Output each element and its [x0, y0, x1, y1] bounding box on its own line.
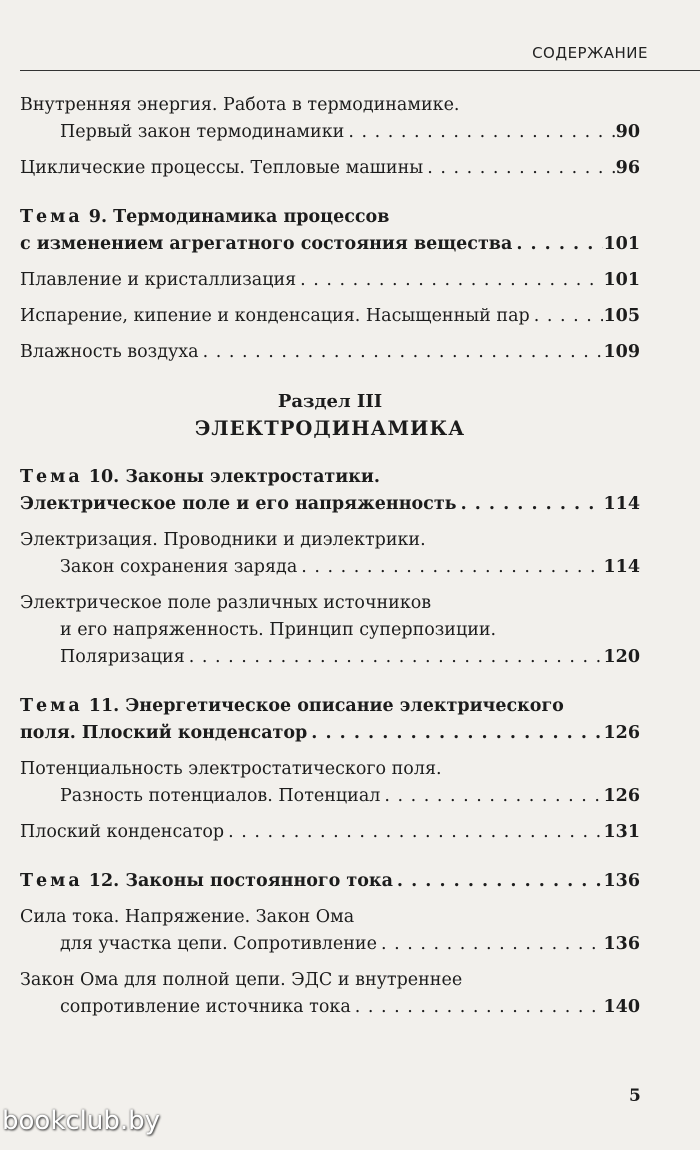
dot-leader [423, 155, 615, 182]
section-title[interactable]: ЭЛЕКТРОДИНАМИКА [194, 417, 466, 440]
toc-page-number: 114 [603, 557, 640, 577]
topic-title-line: 9. Термодинамика процессов [88, 207, 390, 227]
toc-entry-electrization[interactable] [20, 527, 640, 581]
dot-leader [307, 720, 603, 747]
toc-entry-title: Испарение, кипение и конденсация. Насыщенный пар [20, 306, 530, 326]
toc-topic-10[interactable] [20, 464, 640, 518]
toc-entry-title: с изменением агрегатного состояния вещества [20, 234, 513, 254]
dot-leader [297, 554, 603, 581]
dot-leader [199, 339, 604, 366]
toc-page-number: 136 [603, 934, 640, 954]
toc-page-number: 131 [603, 822, 640, 842]
toc-entry-line: и его напряженность. Принцип суперпозиции. [60, 620, 497, 640]
toc-page-number: 114 [603, 494, 640, 514]
toc-entry-electric-field[interactable] [20, 590, 640, 671]
toc-entry-title: Плоский конденсатор [20, 822, 225, 842]
toc-page-number: 120 [603, 647, 640, 667]
toc-topic-9[interactable] [20, 204, 640, 258]
toc-entry-line: Потенциальность электростатического поля. [20, 759, 442, 779]
toc-entry-current[interactable] [20, 904, 640, 958]
table-of-contents [20, 92, 640, 1021]
topic-label: Тема [20, 871, 83, 891]
toc-entry-title: Поляризация [60, 647, 185, 667]
toc-page-number: 109 [603, 342, 640, 362]
topic-label: Тема [20, 207, 83, 227]
dot-leader [512, 231, 603, 258]
dot-leader [377, 931, 604, 958]
toc-entry-potential[interactable] [20, 756, 640, 810]
toc-page-number: 126 [603, 786, 640, 806]
header-rule [20, 70, 700, 71]
page-number: 5 [629, 1086, 641, 1106]
toc-page-number: 126 [603, 723, 640, 743]
dot-leader [351, 994, 604, 1021]
toc-entry-title: для участка цепи. Сопротивление [60, 934, 377, 954]
toc-entry-title: 12. Законы постоянного тока [88, 871, 393, 891]
toc-entry-title: Разность потенциалов. Потенциал [60, 786, 381, 806]
toc-entry-title: Влажность воздуха [20, 342, 199, 362]
toc-page-number: 136 [603, 871, 640, 891]
toc-topic-11[interactable] [20, 693, 640, 747]
toc-entry-title: Электрическое поле и его напряженность [20, 494, 457, 514]
toc-page-number: 101 [603, 270, 640, 290]
toc-entry-capacitor[interactable] [20, 819, 640, 846]
topic-label: Тема [20, 696, 83, 716]
toc-page-number: 140 [603, 997, 640, 1017]
dot-leader [530, 303, 604, 330]
toc-entry-internal-energy[interactable] [20, 92, 640, 146]
dot-leader [344, 119, 615, 146]
dot-leader [393, 868, 604, 895]
toc-topic-12[interactable] [20, 868, 640, 895]
running-header: СОДЕРЖАНИЕ [532, 44, 648, 62]
dot-leader [185, 644, 604, 671]
topic-label: Тема [20, 467, 83, 487]
toc-page-number: 90 [615, 122, 640, 142]
toc-entry-title: Циклические процессы. Тепловые машины [20, 158, 424, 178]
section-label: Раздел III [277, 391, 383, 412]
toc-entry-humidity[interactable] [20, 339, 640, 366]
dot-leader [380, 783, 603, 810]
toc-entry-line: Электризация. Проводники и диэлектрики. [20, 530, 426, 550]
dot-leader [224, 819, 603, 846]
toc-page-number: 96 [615, 158, 640, 178]
toc-entry-line: Электрическое поле различных источников [20, 593, 432, 613]
topic-title-line: 11. Энергетическое описание электрического [88, 696, 564, 716]
dot-leader [296, 267, 603, 294]
dot-leader [457, 491, 604, 518]
toc-entry-cyclic-processes[interactable] [20, 155, 640, 182]
topic-title-line: 10. Законы электростатики. [88, 467, 380, 487]
toc-page-number: 105 [603, 306, 640, 326]
toc-page-number: 101 [603, 234, 640, 254]
toc-entry-line: Закон Ома для полной цепи. ЭДС и внутреннее [20, 970, 463, 990]
toc-entry-title: Закон сохранения заряда [60, 557, 298, 577]
toc-entry-evaporation[interactable] [20, 303, 640, 330]
watermark-logo: bookclub.by [2, 1106, 161, 1136]
toc-entry-title: Первый закон термодинамики [60, 122, 345, 142]
toc-entry-title: сопротивление источника тока [60, 997, 351, 1017]
toc-entry-title: поля. Плоский конденсатор [20, 723, 308, 743]
toc-entry-ohm-full-circuit[interactable] [20, 967, 640, 1021]
toc-entry-title: Плавление и кристаллизация [20, 270, 297, 290]
toc-entry-melting[interactable] [20, 267, 640, 294]
toc-entry-line: Внутренняя энергия. Работа в термодинамике. [20, 95, 460, 115]
toc-entry-line: Сила тока. Напряжение. Закон Ома [20, 907, 355, 927]
